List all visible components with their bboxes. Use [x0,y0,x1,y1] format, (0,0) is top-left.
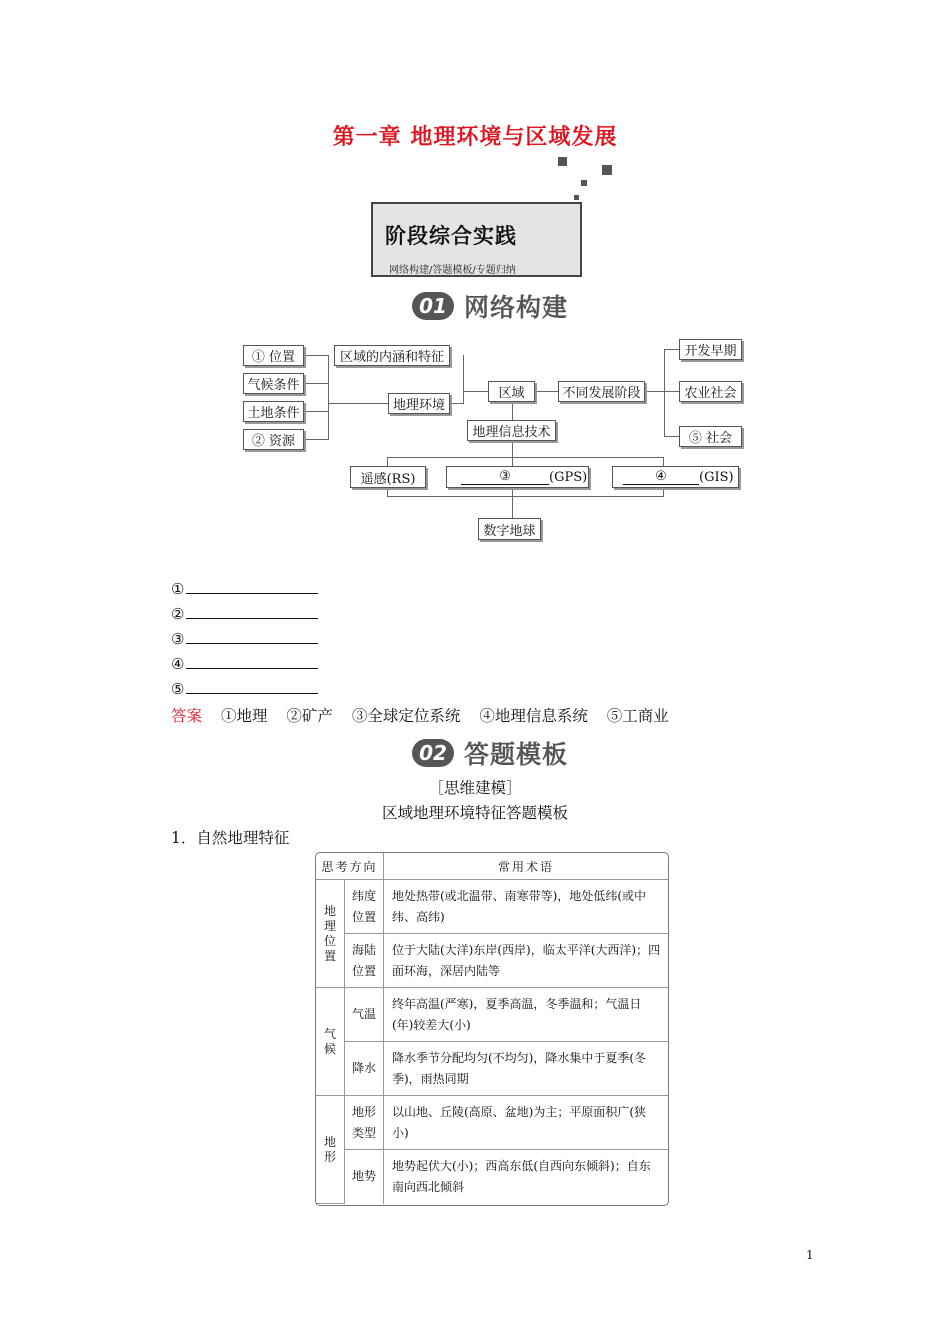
answer-item: ①地理 [220,707,268,725]
header-terms: 常用术语 [384,853,669,880]
header-direction: 思考方向 [316,853,384,880]
terms-table [315,852,669,1206]
gps-suffix: (GPS) [549,469,588,485]
gis-blank: ④ [623,470,699,485]
section-number: 01 [412,292,454,320]
category-climate: 气候 [316,988,345,1096]
sub-direction: 纬度位置 [345,880,384,934]
node-gis [612,466,739,488]
node-geo-environment: 地理环境 [388,393,450,414]
node-resource: ② 资源 [243,429,304,450]
term-text: 降水季节分配均匀(不均匀)，降水集中于夏季(冬季)，雨热同期 [384,1042,669,1096]
sub-direction: 海陆位置 [345,934,384,988]
answer-key: 答案 [171,707,203,725]
gis-suffix: (GIS) [699,469,734,485]
node-early-stage: 开发早期 [679,339,742,360]
node-agri-society: 农业社会 [679,381,742,402]
gps-blank: ③ [461,470,549,485]
term-text: 地处热带(或北温带、南寒带等)，地处低纬(或中纬、高纬) [384,880,669,934]
node-digital-earth: 数字地球 [478,518,541,540]
node-land: 土地条件 [243,401,304,422]
node-region: 区域 [488,381,535,402]
chapter-title: 第一章 地理环境与区域发展 [332,124,618,150]
term-text: 地势起伏大(小)；西高东低(自西向东倾斜)；自东南向西北倾斜 [384,1150,669,1204]
stage-title: 阶段综合实践 [385,224,517,248]
blank-4: ④ [171,655,318,673]
term-text: 以山地、丘陵(高原、盆地)为主；平原面积广(狭小) [384,1096,669,1150]
node-connotation: 区域的内涵和特征 [334,345,450,366]
term-text: 终年高温(严寒)，夏季高温，冬季温和；气温日(年)较差大(小) [384,988,669,1042]
answer-item: ②矿产 [286,707,333,725]
section-label: 答题模板 [464,740,569,769]
node-geo-info-tech: 地理信息技术 [467,420,556,441]
category-location: 地理位置 [316,880,345,988]
blank-3: ③ [171,630,318,648]
sub-direction: 气温 [345,988,384,1042]
node-stages: 不同发展阶段 [558,381,645,402]
section-heading: 1．自然地理特征 [171,829,290,847]
node-society: ⑤ 社会 [679,426,742,447]
node-gps [446,466,589,488]
category-terrain: 地形 [316,1096,345,1204]
answer-item: ④地理信息系统 [479,707,588,725]
modeling-label: ［思维建模］ [428,779,522,797]
blank-5: ⑤ [171,680,318,698]
term-text: 位于大陆(大洋)东岸(西岸)，临太平洋(大西洋)；四面环海，深居内陆等 [384,934,669,988]
section-header-template [412,735,568,771]
stage-subtitle: 网络构建/答题模板/专题归纳 [389,265,516,276]
template-title: 区域地理环境特征答题模板 [381,804,568,822]
section-label: 网络构建 [464,293,569,322]
blank-2: ② [171,605,318,623]
sub-direction: 降水 [345,1042,384,1096]
sub-direction: 地形类型 [345,1096,384,1150]
blank-1: ① [171,580,318,598]
section-number: 02 [412,739,454,767]
node-position: ① 位置 [243,345,304,366]
answer-item: ③全球定位系统 [351,707,461,725]
page-number: 1 [806,1248,814,1262]
sub-direction: 地势 [345,1150,384,1204]
answer-row [171,704,683,726]
answer-item: ⑤工商业 [606,707,669,725]
node-climate: 气候条件 [243,373,304,394]
section-header-network [412,288,568,324]
node-remote-sensing: 遥感(RS) [350,466,426,488]
